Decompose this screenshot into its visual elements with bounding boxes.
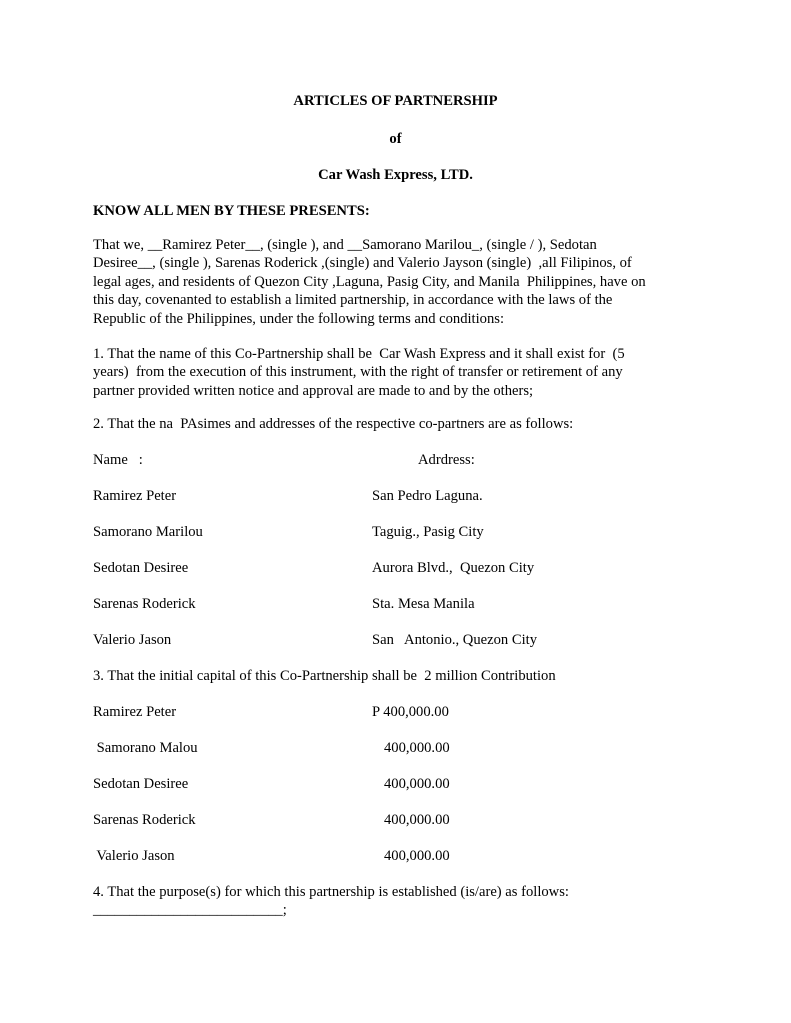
- preamble-heading: KNOW ALL MEN BY THESE PRESENTS:: [93, 203, 370, 219]
- contributor-name: Sedotan Desiree: [93, 776, 189, 792]
- header-address: Adrdress:: [418, 452, 475, 468]
- intro-line: Desiree__, (single ), Sarenas Roderick ,(single) and Valerio Jayson (single) ,all Filipinos, of: [93, 255, 632, 272]
- partner-name: Valerio Jason: [93, 632, 172, 648]
- partner-name: Ramirez Peter: [93, 488, 177, 504]
- contributor-name: Ramirez Peter: [93, 704, 177, 720]
- clause-1-line: 1. That the name of this Co-Partnership shall be Car Wash Express and it shall exist for (5: [93, 346, 625, 362]
- purpose-blank-line: __________________________;: [93, 902, 287, 919]
- contribution-amount: 400,000.00: [384, 848, 450, 864]
- partner-address: Aurora Blvd., Quezon City: [372, 560, 535, 576]
- intro-paragraph: [93, 236, 693, 328]
- partner-address: Sta. Mesa Manila: [372, 596, 475, 612]
- clause-1-line: years) from the execution of this instrument, with the right of transfer or retirement of any: [93, 364, 623, 381]
- clause-4: [93, 883, 693, 920]
- contribution-amount: 400,000.00: [384, 740, 450, 756]
- contribution-amount: 400,000.00: [384, 776, 450, 792]
- document-title: ARTICLES OF PARTNERSHIP: [293, 93, 498, 109]
- partner-address: Taguig., Pasig City: [372, 524, 484, 540]
- partner-name: Sarenas Roderick: [93, 596, 196, 612]
- contributor-name: Samorano Malou: [93, 740, 198, 756]
- contribution-amount: 400,000.00: [384, 812, 450, 828]
- partner-address: San Antonio., Quezon City: [372, 632, 537, 648]
- clause-1: [93, 345, 693, 400]
- contribution-amount: P 400,000.00: [372, 704, 449, 720]
- header-name: Name :: [93, 452, 143, 468]
- contributor-name: Sarenas Roderick: [93, 812, 196, 828]
- intro-line: legal ages, and residents of Quezon City ,Laguna, Pasig City, and Manila Philippines, have on: [93, 273, 646, 290]
- title-of: of: [389, 131, 402, 147]
- partner-name: Samorano Marilou: [93, 524, 203, 540]
- intro-line: Republic of the Philippines, under the following terms and conditions:: [93, 310, 504, 327]
- intro-line: this day, covenanted to establish a limited partnership, in accordance with the laws of the: [93, 292, 613, 309]
- company-name: Car Wash Express, LTD.: [318, 167, 473, 183]
- clause-3: 3. That the initial capital of this Co-Partnership shall be 2 million Contribution: [93, 668, 556, 684]
- clause-4-line: 4. That the purpose(s) for which this partnership is established (is/are) as follows:: [93, 884, 569, 900]
- intro-line: That we, __Ramirez Peter__, (single ), and __Samorano Marilou_, (single / ), Sedotan: [93, 237, 597, 253]
- clause-1-line: partner provided written notice and approval are made to and by the others;: [93, 382, 534, 399]
- partner-address: San Pedro Laguna.: [372, 488, 483, 504]
- clause-2: 2. That the na PAsimes and addresses of the respective co-partners are as follows:: [93, 416, 574, 432]
- contributor-name: Valerio Jason: [93, 848, 175, 864]
- partner-name: Sedotan Desiree: [93, 560, 189, 576]
